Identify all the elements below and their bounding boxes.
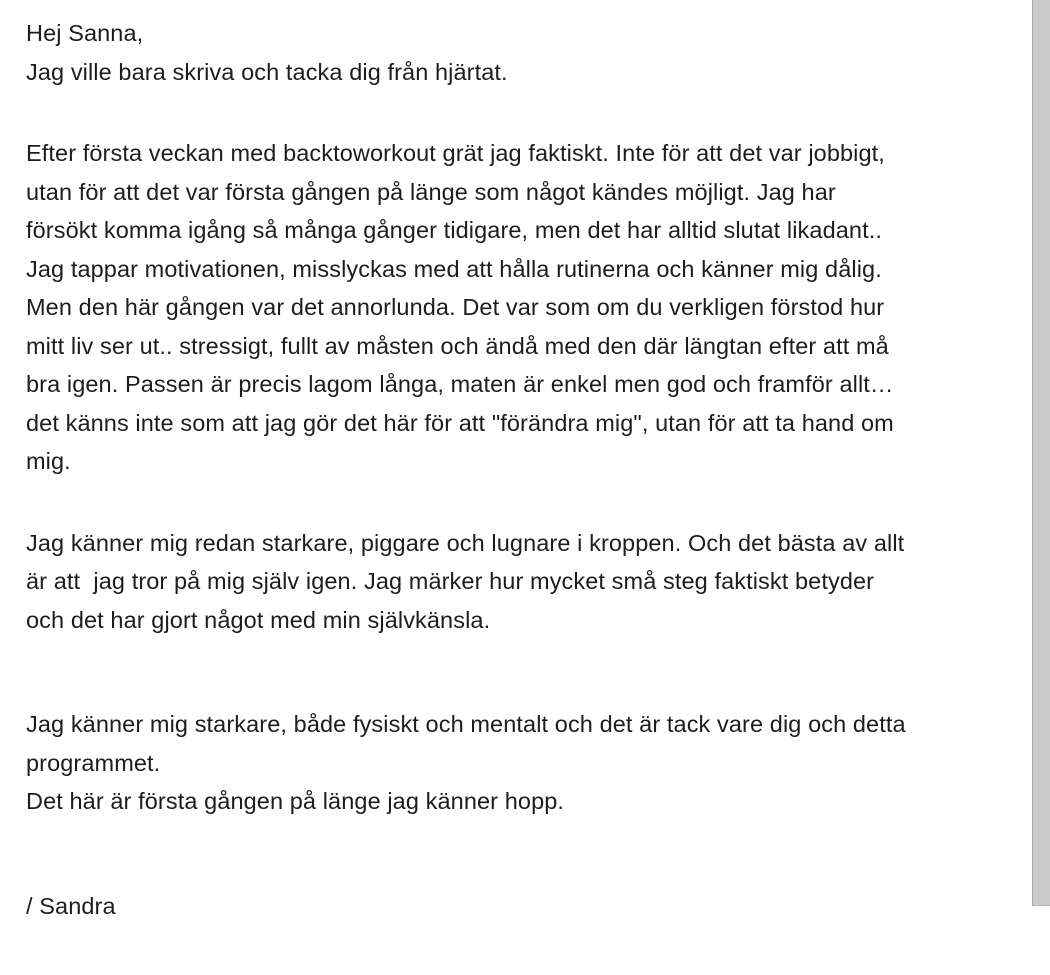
text-line: och det har gjort något med min självkänsla. (26, 606, 491, 633)
text-line: programmet. (26, 749, 161, 776)
text-line: försökt komma igång så många gånger tidigare, men det har alltid slutat likadant.. (26, 217, 882, 243)
letter-body (26, 14, 1030, 925)
text-line: Hej Sanna, (26, 20, 144, 46)
paragraph-greeting (26, 14, 1030, 91)
text-line: bra igen. Passen är precis lagom långa, maten är enkel men god och framför allt… (26, 371, 894, 397)
text-line: Jag ville bara skriva och tacka dig från hjärtat. (26, 58, 508, 85)
text-line: det känns inte som att jag gör det här för att "förändra mig", utan för att ta hand om (26, 409, 894, 436)
text-line: Det här är första gången på länge jag känner hopp. (26, 788, 565, 814)
paragraph-story (26, 134, 1030, 481)
paragraph-thanks (26, 705, 1030, 821)
text-line: Efter första veckan med backtoworkout grät jag faktiskt. Inte för att det var jobbigt, (26, 140, 885, 166)
text-line: / Sandra (26, 892, 116, 919)
text-line: Jag känner mig redan starkare, piggare och lugnare i kroppen. Och det bästa av allt (26, 529, 905, 556)
text-line: är att jag tror på mig själv igen. Jag märker hur mycket små steg faktiskt betyder (26, 568, 875, 594)
text-line: Men den här gången var det annorlunda. Det var som om du verkligen förstod hur (26, 294, 885, 320)
text-line: mig. (26, 448, 71, 474)
text-line: mitt liv ser ut.. stressigt, fullt av måsten och ändå med den där längtan efter att må (26, 332, 889, 359)
signature (26, 887, 1030, 926)
paragraph-progress (26, 524, 1030, 640)
text-line: Jag känner mig starkare, både fysiskt och mentalt och det är tack vare dig och detta (26, 711, 906, 737)
text-line: utan för att det var första gången på länge som något kändes möjligt. Jag har (26, 178, 836, 205)
scrollbar-track[interactable] (1032, 0, 1050, 906)
text-line: Jag tappar motivationen, misslyckas med att hålla rutinerna och känner mig dålig. (26, 255, 882, 282)
